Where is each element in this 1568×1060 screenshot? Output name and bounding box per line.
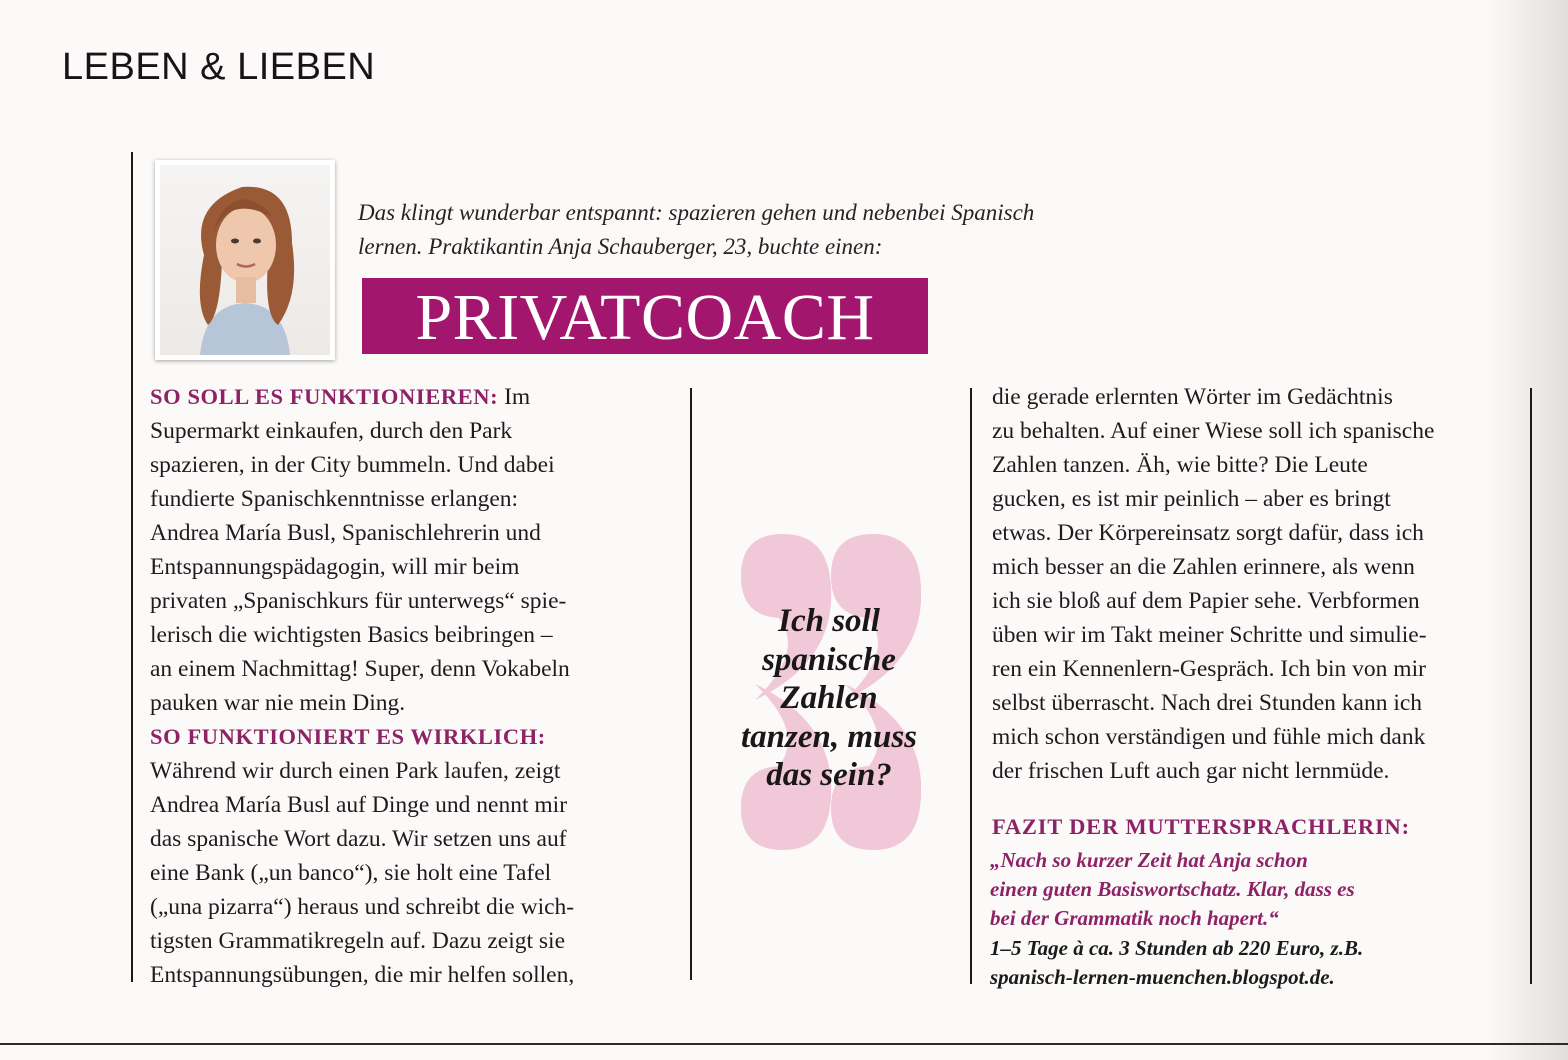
body-line: üben wir im Takt meiner Schritte und simulie- (992, 622, 1427, 648)
column-rule-middle-right (970, 388, 972, 984)
body-line: das spanische Wort dazu. Wir setzen uns auf (150, 826, 567, 852)
column-right (992, 380, 1522, 788)
title-banner (362, 278, 928, 354)
article-title: PRIVATCOACH (415, 281, 875, 354)
body-line: pauken war nie mein Ding. (150, 690, 406, 716)
page-bottom-rule (0, 1043, 1568, 1045)
fazit-url-line: spanisch-lernen-muenchen.blogspot.de. (990, 965, 1335, 989)
body-line: der frischen Luft auch gar nicht lernmüde. (992, 758, 1390, 784)
pullquote-line: tanzen, muss (740, 718, 918, 755)
pull-quote (700, 602, 958, 795)
fazit-heading: FAZIT DER MUTTERSPRACHLERIN: (992, 814, 1410, 839)
body-line: an einem Nachmittag! Super, denn Vokabeln (150, 656, 570, 682)
column-rule-right (1530, 388, 1532, 984)
section1-heading: SO SOLL ES FUNKTIONIEREN: (150, 384, 499, 409)
section1-paragraph (150, 380, 670, 414)
body-line: („una pizarra“) heraus und schreibt die wich- (150, 894, 575, 920)
fazit-quote-line: „Nach so kurzer Zeit hat Anja schon (990, 848, 1308, 872)
body-line: ich sie bloß auf dem Papier sehe. Verbformen (992, 588, 1420, 614)
column-rule-middle-left (690, 388, 692, 980)
fazit-quote (990, 846, 1520, 933)
body-line: tigsten Grammatikregeln auf. Dazu zeigt sie (150, 928, 566, 954)
body-line: zu behalten. Auf einer Wiese soll ich spanische (992, 418, 1435, 444)
body-line: mich schon verständigen und fühle mich dank (992, 724, 1426, 750)
body-line: mich besser an die Zahlen erinnere, als wenn (992, 554, 1415, 580)
section1-first-line: Im (498, 384, 531, 410)
body-line: ren ein Kennenlern-Gespräch. Ich bin von mir (992, 656, 1426, 682)
section-header: LEBEN & LIEBEN (62, 46, 376, 88)
column-rule-left (131, 152, 133, 982)
fazit-quote-line: bei der Grammatik noch hapert.“ (990, 906, 1279, 930)
body-line: Andrea María Busl auf Dinge und nennt mir (150, 792, 568, 818)
intro-line: Das klingt wunderbar entspannt: spazieren gehen und nebenbei Spanisch (358, 200, 1035, 225)
fazit-quote-line: einen guten Basiswortschatz. Klar, dass es (990, 877, 1355, 901)
body-line: eine Bank („un banco“), sie holt eine Tafel (150, 860, 552, 886)
body-line: etwas. Der Körpereinsatz sorgt dafür, dass ich (992, 520, 1424, 546)
body-line: spazieren, in der City bummeln. Und dabei (150, 452, 555, 478)
intro-line: lernen. Praktikantin Anja Schauberger, 23, buchte einen: (358, 234, 883, 259)
author-photo (155, 160, 335, 360)
intro-text (358, 196, 1238, 264)
body-line: Zahlen tanzen. Äh, wie bitte? Die Leute (992, 452, 1368, 478)
body-line: Supermarkt einkaufen, durch den Park (150, 418, 513, 444)
body-line: privaten „Spanischkurs für unterwegs“ spie- (150, 588, 567, 614)
fazit-price-line: 1–5 Tage à ca. 3 Stunden ab 220 Euro, z.B. (990, 936, 1364, 960)
body-line: Andrea María Busl, Spanischlehrerin und (150, 520, 541, 546)
pullquote-line: spanische (762, 641, 896, 678)
body-line: Entspannungspädagogin, will mir beim (150, 554, 520, 580)
body-line: Während wir durch einen Park laufen, zeigt (150, 758, 561, 784)
pullquote-line: Zahlen (780, 680, 878, 716)
column-left (150, 380, 670, 992)
pullquote-line: das sein? (766, 757, 892, 793)
body-line: die gerade erlernten Wörter im Gedächtnis (992, 384, 1393, 410)
fazit-info (990, 934, 1530, 992)
section2-heading: SO FUNKTIONIERT ES WIRKLICH: (150, 724, 546, 749)
body-line: Entspannungsübungen, die mir helfen sollen, (150, 962, 575, 988)
pullquote-line: Ich soll (778, 603, 880, 639)
body-line: fundierte Spanischkenntnisse erlangen: (150, 486, 519, 512)
body-line: lerisch die wichtigsten Basics beibringen – (150, 622, 553, 648)
body-line: selbst überrascht. Nach drei Stunden kann ich (992, 690, 1423, 716)
body-line: gucken, es ist mir peinlich – aber es bringt (992, 486, 1391, 512)
